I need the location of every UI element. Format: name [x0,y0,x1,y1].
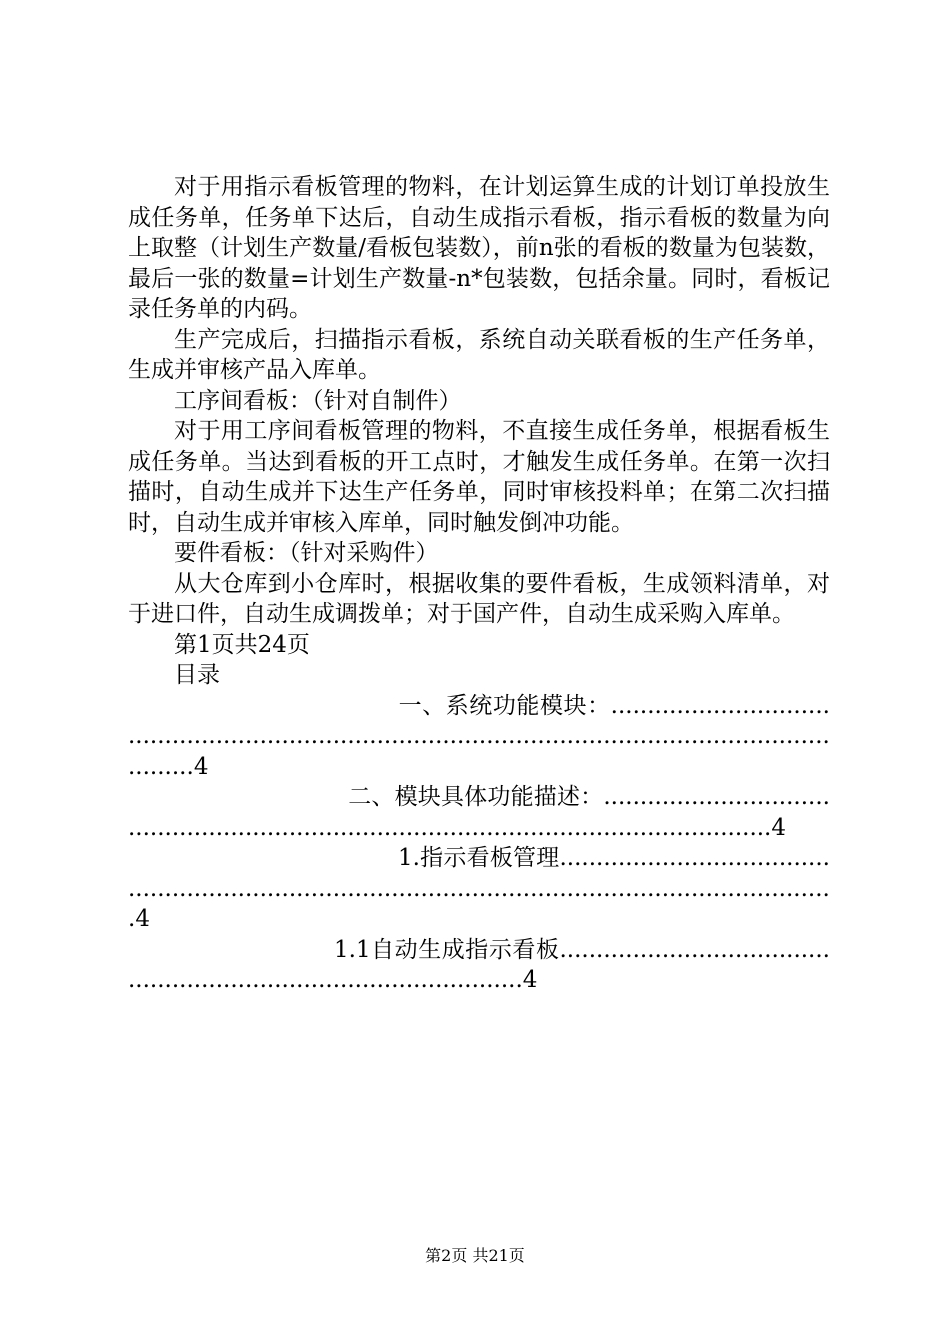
toc-leader: ....................................................................................................................... [128,784,830,841]
toc-leader: ........................................................................................... [128,936,830,993]
page-footer: 第2页 共21页 [425,1246,525,1265]
toc-entry-label: 1.1自动生成指示看板 [334,936,560,963]
heading-parts-kanban: 要件看板：（针对采购件） [174,540,439,566]
paragraph-indicator-kanban: 对于用指示看板管理的物料，在计划运算生成的计划订单投放生成任务单，任务单下达后，自动生成指示看板，指示看板的数量为向上取整（计划生产数量/看板包装数），前n张的看板的数量为包装数，最后一张的数量=计划生产数量-n*包装数，包括余量。同时，看板记录任务单的内码。 [128,174,830,322]
toc-entry-page: 4 [522,967,538,993]
toc-entry [128,782,830,843]
toc-title: 目录 [174,662,220,688]
inline-page-number: 第1页共24页 [174,631,310,658]
toc-entry [128,691,830,783]
paragraph-production-complete: 生产完成后，扫描指示看板，系统自动关联看板的生产任务单，生成并审核产品入库单。 [128,326,830,383]
toc-leader: ....................................................................................................................................... [128,692,830,780]
toc-entry-page: 4 [771,814,787,841]
toc-entry-label: 一、系统功能模块： [398,692,611,719]
toc-entry-label: 1.指示看板管理 [398,845,560,871]
toc-entry [128,935,830,996]
heading-process-kanban: 工序间看板：（针对自制件） [174,387,462,414]
toc-entry-page: 4 [193,753,209,780]
paragraph-parts-kanban: 从大仓库到小仓库时，根据收集的要件看板，生成领料清单，对于进口件，自动生成调拨单；对于国产件，自动生成采购入库单。 [128,570,830,627]
paragraph-process-kanban: 对于用工序间看板管理的物料，不直接生成任务单，根据看板生成任务单。当达到看板的开工点时，才触发生成任务单。在第一次扫描时，自动生成并下达生产任务单，同时审核投料单；在第二次扫描时，自动生成并审核入库单，同时触发倒冲功能。 [128,418,830,536]
toc-leader: ...................................................................................................................................... [128,845,830,932]
document-body [128,172,830,996]
toc-entry [128,843,830,935]
toc-entry-page: 4 [135,906,150,932]
table-of-contents [128,691,830,996]
toc-entry-label: 二、模块具体功能描述： [348,784,604,810]
